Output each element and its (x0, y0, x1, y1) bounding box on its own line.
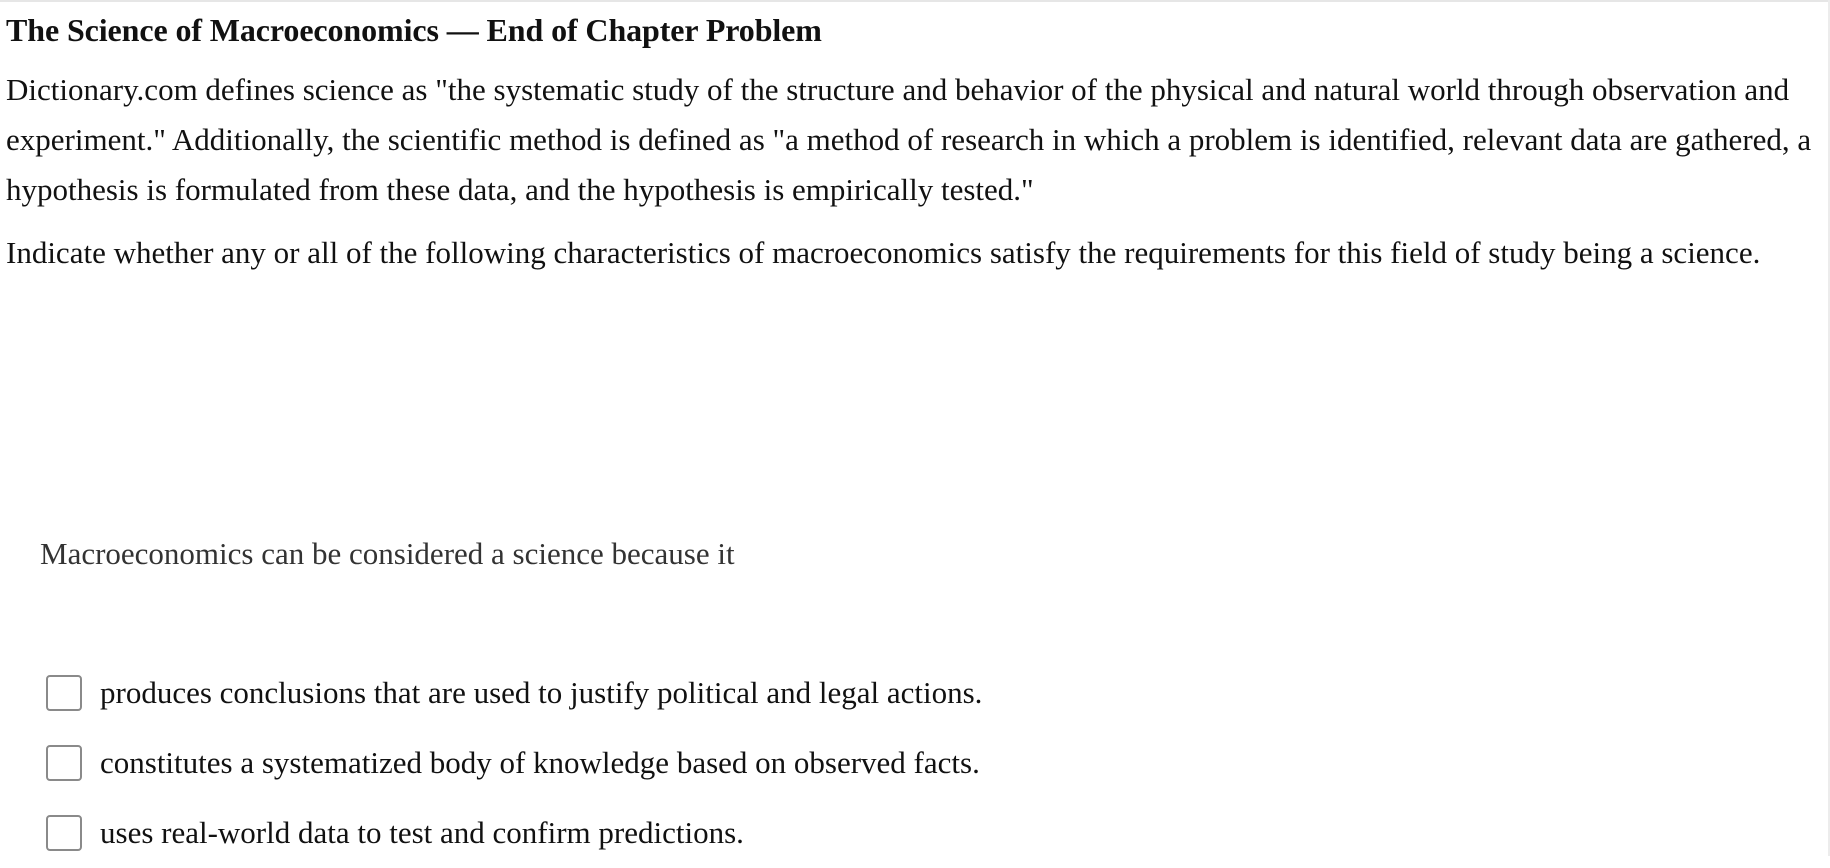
problem-content (6, 8, 1816, 278)
problem-title: The Science of Macroeconomics — End of Chapter Problem (6, 12, 822, 48)
checkbox-option-1[interactable] (46, 675, 82, 711)
question-prompt: Macroeconomics can be considered a science because it (40, 536, 735, 571)
checkbox-option-2[interactable] (46, 745, 82, 781)
answer-option-2[interactable] (46, 728, 1446, 798)
answer-option-1[interactable] (46, 658, 1446, 728)
problem-definition-paragraph: Dictionary.com defines science as "the systematic study of the structure and behavior of the physical and natural world through observation and experiment." Additionally, the scientific method is defined as "a method of research in which a problem is identified, relevant data are gathered, a hypothesis is formulated from these data, and the hypothesis is empirically tested." (6, 72, 1812, 207)
checkbox-option-3[interactable] (46, 815, 82, 851)
answer-option-label[interactable]: produces conclusions that are used to justify political and legal actions. (100, 675, 983, 710)
problem-instruction-paragraph: Indicate whether any or all of the following characteristics of macroeconomics satisfy the requirements for this field of study being a science. (6, 235, 1761, 270)
answer-option-label[interactable]: constitutes a systematized body of knowledge based on observed facts. (100, 745, 980, 780)
answer-options (46, 658, 1446, 868)
answer-option-label[interactable]: uses real-world data to test and confirm predictions. (100, 815, 744, 850)
answer-option-3[interactable] (46, 798, 1446, 868)
top-border (0, 0, 1830, 2)
